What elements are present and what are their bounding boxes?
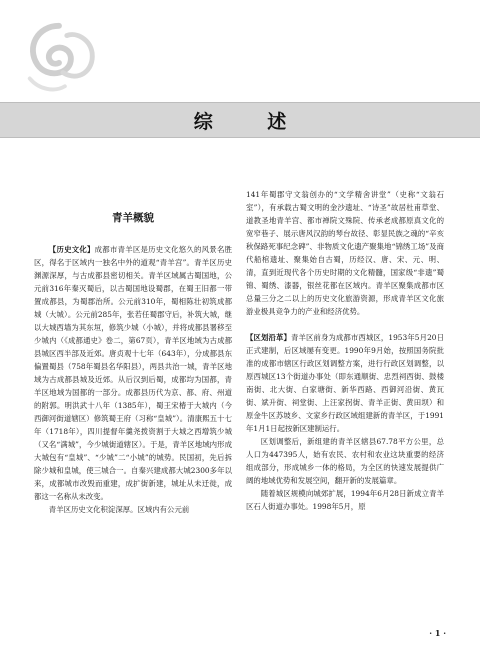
section-tag: 【区划沿革】 — [246, 333, 291, 342]
left-column — [34, 188, 232, 516]
paragraph-text: 青羊区前身为成都市西城区，1953年5月20日正式建制，后区域屡有变更。1990年9月始，按照国务院批准的成都市辖区行政区划调整方案，进行行政区划调整，以原西城区13个街道办事处（即东通顺街、忠烈祠西街、鼓楼南街、北大街、白家塘街、新华西路、西御河沿街、黄瓦街、斌升街、祠堂街、上汪家拐街、青羊正街、黄田坝）和原金牛区苏坡乡、文家乡行政区域组建新的青羊区，于1991年1月1日起按新区建制运行。 — [246, 333, 444, 433]
right-column — [246, 188, 444, 513]
section-title: 青羊概貌 — [112, 212, 154, 224]
paragraph-text: 区划调整后，新组建的青羊区辖县67.78平方公里，总人口为447395人，始有农民、农村和农业这块重要的经济组成部分，形成城乡一体的格局，为全区的快速发展提供广阔的地域优势和发展空间，翻开新的发展篇章。 — [246, 437, 444, 485]
paragraph-text: 青羊区历史文化积淀深厚。区域内有公元前 — [48, 505, 190, 514]
page-number: · 1 · — [429, 628, 446, 638]
banner-title: 综 述 — [193, 110, 311, 133]
section-tag: 【历史文化】 — [48, 245, 95, 254]
paragraph — [246, 331, 444, 435]
swirl-ornament-icon — [20, 18, 98, 96]
paragraph — [246, 487, 444, 513]
title-banner — [0, 102, 480, 138]
paragraph — [34, 503, 232, 516]
paragraph-text: 成都市青羊区是历史文化悠久的风景名胜区，得名于区域内一独名中外的道观“青羊宫”。青羊区历史渊源深厚，与古成都县密切相关。青羊区域属古蜀国地，公元前316年秦灭蜀后，以古蜀国地设蜀郡，在蜀王旧都一带置成都县，为蜀郡治所。公元前310年，蜀相陈壮初筑成都城（大城）。公元前285年，张若任蜀郡守后，补筑大城，继以大城西墙为其东垣，修筑少城（小城），并将成都县署移至少城内（《成都通史》卷二，第67页），青羊区地域为古成都县城区西半部及近郊。唐贞观十七年（643年），分成都县东偏置蜀县（758年蜀县名华阳县），两县共治一城，青羊区地域为古成都县城及近郊。从后汉到后蜀，成都均为国都，青羊区地域为国都的一部分。成都县历代为京、都、府、州道的附郭。明洪武十八年（1385年），蜀王宋椿于大城内（今西御河街道辖区）修筑蜀王府（习称“皇城”）。清康熙五十七年（1718年），四川提督年羹尧拨资割于大城之西增筑少城（又名“满城”，今少城街道辖区）。于是，青羊区地域内形成大城包有“皇城”、“少城”二“小城”的城势。民国初，先后拆除少城和皇城，使三城合一。自秦兴建成都大城2300多年以来，成都城市改毁而重建，成扩街新建，城址从未迁徙，成都这一名称从未改变。 — [34, 245, 232, 501]
paragraph — [246, 435, 444, 487]
paragraph — [34, 243, 232, 503]
paragraph-text: 随着城区规模向城郊扩展，1994年6月28日新成立青羊区石人街道办事处。1998年5月，原 — [246, 489, 444, 511]
paragraph-text: 141年蜀郡守文翁创办的“文学精舍讲堂”（史称“文翁石室”），有承载古蜀文明的金沙遗址、“诗圣”故居杜甫草堂、道教圣地青羊宫、都市禅院文殊院、传承老成都原真文化的宽窄巷子、展示唐风汉韵的琴台故径、彰显民族之魂的“辛亥秋保路死事纪念碑”、非物质文化遗产聚集地“锦绣工场”及商代船棺遗址、聚集始自古蜀，历经汉、唐、宋、元、明、清，直到近现代各个历史时期的文化精髓，国家级“非遗”蜀锦、蜀绣、漆器，银丝花都在区域内。青羊区聚集成都市区总量三分之二以上的历史文化旅游资源，形成青羊区文化旅游业极具竞争力的产业和经济优势。 — [246, 190, 444, 316]
paragraph — [246, 188, 444, 318]
